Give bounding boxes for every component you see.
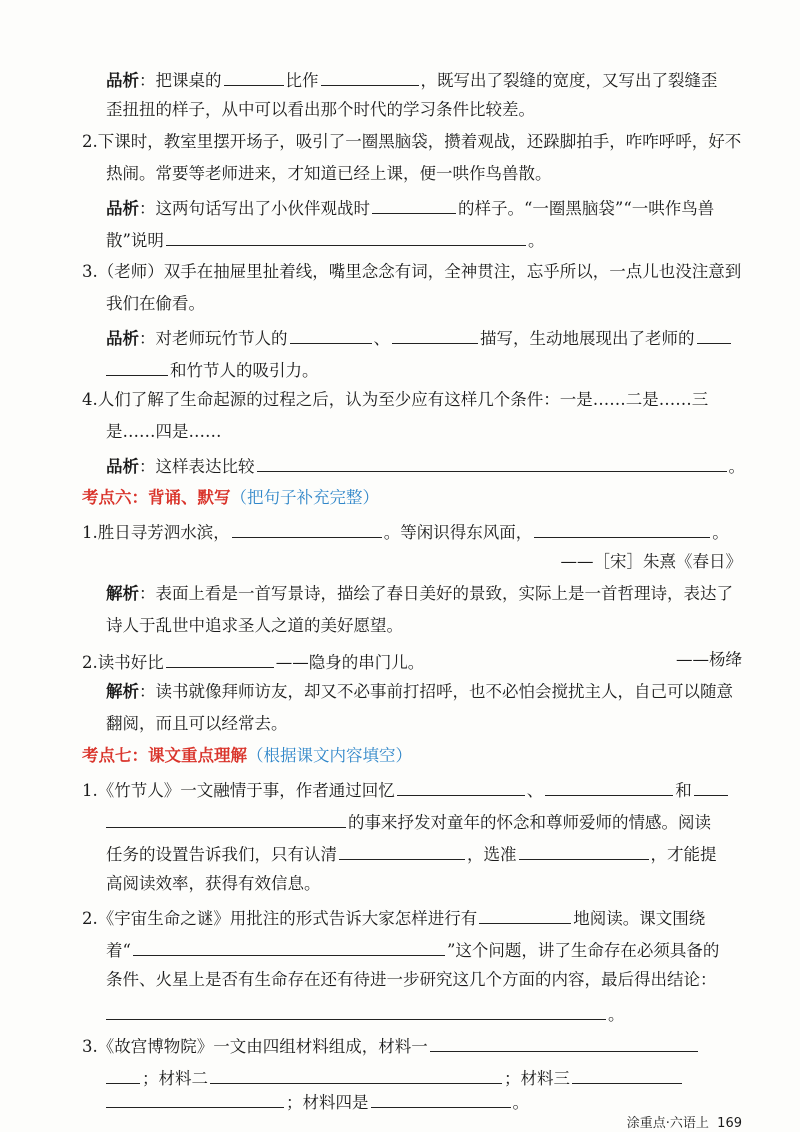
text: ：表面上看是一首写景诗，描绘了春日美好的景致，实际上是一首哲理诗，表达了	[139, 584, 733, 603]
analysis-label: 品析	[106, 71, 139, 90]
text-line	[106, 1066, 750, 1089]
question-4	[82, 390, 750, 410]
text: 。	[728, 457, 745, 476]
text: 和	[675, 781, 692, 800]
fill-blank[interactable]	[694, 778, 728, 796]
text: 的样子。“一圈黑脑袋”“一哄作鸟兽	[458, 199, 715, 218]
text: ；材料四是	[286, 1093, 369, 1112]
text: ——杨绛	[676, 650, 742, 669]
text-line	[106, 164, 750, 184]
fill-blank[interactable]	[372, 196, 456, 214]
analysis-line	[106, 326, 750, 349]
fill-blank[interactable]	[290, 326, 372, 344]
fill-blank[interactable]	[392, 326, 478, 344]
understanding-question-1	[82, 778, 750, 801]
text: 。	[527, 231, 545, 250]
fill-blank[interactable]	[519, 842, 649, 860]
text: 诗人于乱世中追求圣人之道的美好愿望。	[106, 616, 403, 635]
fill-blank[interactable]	[166, 228, 526, 246]
text-line	[106, 1002, 750, 1025]
text: ——［宋］朱熹《春日》	[560, 552, 742, 571]
text: 3.《故宫博物院》一文由四组材料组成，材料一	[82, 1037, 428, 1056]
fill-blank[interactable]	[106, 358, 168, 376]
fill-blank[interactable]	[232, 520, 382, 538]
text-line	[106, 358, 750, 381]
text: ：对老师玩竹节人的	[139, 329, 288, 348]
text: 热闹。常要等老师进来，才知道已经上课，便一哄作鸟兽散。	[106, 164, 552, 183]
understanding-question-3	[82, 1034, 750, 1057]
analysis-label: 品析	[106, 457, 139, 476]
explain-line	[106, 584, 750, 604]
text-line	[106, 938, 750, 961]
text: 。	[608, 1005, 625, 1024]
text-line	[106, 874, 750, 894]
text: 歪扭扭的样子，从中可以看出那个时代的学习条件比较差。	[106, 100, 535, 119]
question-3	[82, 262, 750, 282]
text: 。	[512, 1093, 529, 1112]
text: 和竹节人的吸引力。	[170, 361, 319, 380]
explain-label: 解析	[106, 584, 139, 603]
text: 2.读书好比	[82, 653, 164, 672]
fill-blank[interactable]	[371, 1090, 511, 1108]
explain-label: 解析	[106, 682, 139, 701]
text: 3.（老师）双手在抽屉里扯着线，嘴里念念有词，全神贯注，忘乎所以，一点儿也没注意到	[82, 262, 742, 281]
text: ：把课桌的	[139, 71, 222, 90]
quote-author	[676, 650, 742, 670]
fill-blank[interactable]	[321, 68, 419, 86]
analysis-line-1	[106, 68, 750, 91]
text: 翻阅，而且可以经常去。	[106, 714, 288, 733]
text: ”这个问题，讲了生命存在必须具备的	[446, 941, 720, 960]
text-line	[106, 294, 750, 314]
text: ；材料三	[504, 1069, 570, 1088]
text: ：读书就像拜师访友，却又不必事前打招呼，也不必怕会搅扰主人，自己可以随意	[139, 682, 733, 701]
explain-line	[106, 682, 750, 702]
text: 高阅读效率，获得有效信息。	[106, 874, 321, 893]
analysis-label: 品析	[106, 329, 139, 348]
text-line	[106, 810, 750, 833]
text-line	[106, 1090, 529, 1113]
text: 着“	[106, 941, 131, 960]
text: 4.人们了解了生命起源的过程之后，认为至少应有这样几个条件：一是……二是……三	[82, 390, 709, 409]
fill-blank[interactable]	[534, 520, 710, 538]
text: 任务的设置告诉我们，只有认清	[106, 845, 337, 864]
text: 、	[373, 329, 390, 348]
text-line	[106, 616, 750, 636]
section-title-note: （根据课文内容填空）	[247, 746, 412, 765]
text: ：这样表达比较	[139, 457, 255, 476]
analysis-line	[106, 196, 750, 219]
fill-blank[interactable]	[339, 842, 465, 860]
text: ：这两句话写出了小伙伴观战时	[139, 199, 370, 218]
text: 2.《宇宙生命之谜》用批注的形式告诉大家怎样进行有	[82, 909, 478, 928]
fill-blank[interactable]	[106, 1090, 284, 1108]
text: 描写，生动地展现出了老师的	[480, 329, 695, 348]
text: 1.《竹节人》一文融情于事，作者通过回忆	[82, 781, 395, 800]
text: 的事来抒发对童年的怀念和尊师爱师的情感。阅读	[348, 813, 711, 832]
text: 比作	[285, 71, 319, 90]
analysis-label: 品析	[106, 199, 139, 218]
fill-blank[interactable]	[210, 1066, 502, 1084]
text-line	[106, 422, 750, 442]
page-footer	[627, 1112, 742, 1131]
text-line	[106, 714, 750, 734]
fill-blank[interactable]	[133, 938, 445, 956]
text-line	[106, 970, 750, 990]
fill-blank[interactable]	[106, 1066, 140, 1084]
text: 2.下课时，教室里摆开场子，吸引了一圈黑脑袋，攒着观战，还跺脚拍手，咋咋呼呼，好不	[82, 132, 742, 151]
footer-text: 涂重点·六语上	[626, 1116, 709, 1131]
fill-blank[interactable]	[397, 778, 525, 796]
section-title-main: 考点七：课文重点理解	[82, 746, 247, 765]
page-number: 169	[717, 1116, 742, 1131]
text: 条件、火星上是否有生命存在还有待进一步研究这几个方面的内容，最后得出结论：	[106, 970, 717, 989]
recite-question-2	[82, 650, 750, 673]
text: 地阅读。课文围绕	[573, 909, 706, 928]
text: ；材料二	[142, 1069, 208, 1088]
fill-blank[interactable]	[572, 1066, 682, 1084]
text: 。	[712, 523, 729, 542]
fill-blank[interactable]	[257, 454, 727, 472]
section-title-main: 考点六：背诵、默写	[82, 488, 231, 507]
text: 是……四是……	[106, 422, 222, 441]
fill-blank[interactable]	[545, 778, 673, 796]
fill-blank[interactable]	[479, 906, 571, 924]
text: ，选准	[467, 845, 517, 864]
text-line	[106, 842, 750, 865]
section-title-seven	[82, 746, 412, 766]
fill-blank[interactable]	[106, 810, 346, 828]
text: ——隐身的串门儿。	[275, 653, 425, 672]
question-2	[82, 132, 750, 152]
recite-question-1	[82, 520, 750, 543]
text: ，既写出了裂缝的宽度，又写出了裂缝歪	[420, 71, 718, 90]
fill-blank[interactable]	[166, 650, 274, 668]
text: 散”说明	[106, 231, 164, 250]
section-title-note: （把句子补充完整）	[230, 488, 379, 507]
text: 我们在偷看。	[106, 294, 205, 313]
text: 。等闲识得东风面，	[383, 523, 533, 542]
text: ，才能提	[650, 845, 717, 864]
section-title-six	[82, 488, 379, 508]
text-line	[106, 100, 750, 120]
fill-blank[interactable]	[430, 1034, 698, 1052]
understanding-question-2	[82, 906, 750, 929]
text: 1.胜日寻芳泗水滨，	[82, 523, 230, 542]
fill-blank[interactable]	[224, 68, 284, 86]
fill-blank[interactable]	[106, 1002, 606, 1020]
fill-blank[interactable]	[697, 326, 731, 344]
poem-source	[561, 552, 743, 572]
text-line	[106, 228, 750, 251]
text: 、	[526, 781, 544, 800]
analysis-line	[106, 454, 750, 477]
